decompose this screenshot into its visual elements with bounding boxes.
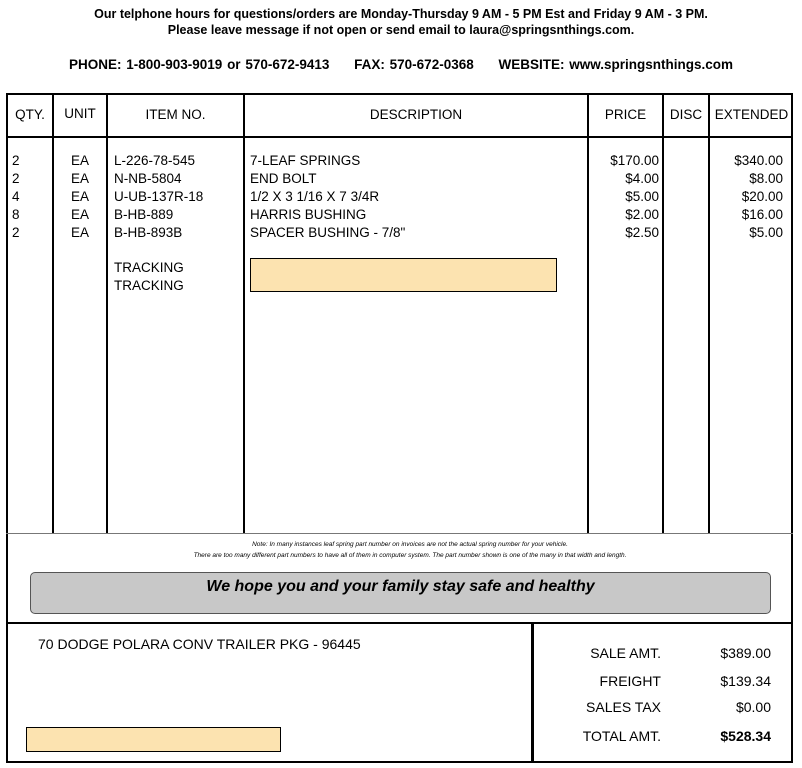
cell-qty: 2 (12, 225, 20, 240)
cell-qty: 2 (12, 153, 20, 168)
col-header-disc: DISC (669, 107, 703, 122)
cell-item: L-226-78-545 (114, 153, 196, 168)
note-line-1: Note: In many instances leaf spring part number on invoices are not the actual spring number for your vehicle. (252, 541, 568, 548)
cell-description: END BOLT (250, 171, 317, 186)
cell-description: 1/2 X 3 1/16 X 7 3/4R (250, 189, 380, 204)
table-row (0, 206, 802, 224)
col-header-qty: QTY. (15, 107, 45, 122)
freight-value: $139.34 (720, 673, 771, 689)
cell-unit: EA (70, 225, 89, 240)
cell-item: N-NB-5804 (114, 171, 182, 186)
tracking-label-1: TRACKING (114, 260, 184, 275)
table-row (0, 152, 802, 170)
message-text: Please leave message if not open or send email to laura@springsnthings.com. (167, 23, 635, 37)
cell-extended: $20.00 (741, 189, 783, 204)
note-line-2: There are too many different part numbers to have all of them in computer system. The part number shown is one of the many in that width and length. (193, 552, 627, 559)
cell-unit: EA (70, 153, 89, 168)
sales-tax-value: $0.00 (735, 699, 771, 715)
cell-qty: 2 (12, 171, 20, 186)
cell-unit: EA (70, 207, 89, 222)
cell-description: HARRIS BUSHING (250, 207, 367, 222)
sales-tax-label: SALES TAX (586, 699, 661, 715)
total-amount-label: TOTAL AMT. (582, 728, 661, 744)
col-header-price: PRICE (604, 107, 647, 122)
col-header-unit: UNIT (64, 106, 96, 121)
cell-qty: 8 (12, 207, 20, 222)
cell-price: $5.00 (625, 189, 659, 204)
vehicle-description: 70 DODGE POLARA CONV TRAILER PKG - 96445 (38, 636, 361, 652)
vehicle-highlight-box (26, 727, 281, 752)
cell-unit: EA (70, 171, 89, 186)
sale-amount-label: SALE AMT. (590, 645, 661, 661)
cell-price: $170.00 (610, 153, 659, 168)
cell-extended: $340.00 (734, 153, 783, 168)
cell-price: $2.50 (625, 225, 659, 240)
website-text: WEBSITE: www.springsnthings.com (498, 57, 734, 72)
line-items (0, 152, 802, 242)
contact-line (0, 57, 802, 72)
cell-extended: $16.00 (741, 207, 783, 222)
freight-label: FREIGHT (599, 673, 661, 689)
cell-item: B-HB-889 (114, 207, 174, 222)
cell-description: SPACER BUSHING - 7/8" (250, 225, 406, 240)
tracking-highlight-box (250, 258, 557, 292)
phone-text: PHONE: 1-800-903-9019 or 570-672-9413 (68, 57, 330, 72)
cell-item: U-UB-137R-18 (114, 189, 204, 204)
tracking-label-2: TRACKING (114, 278, 184, 293)
table-row (0, 224, 802, 242)
cell-unit: EA (70, 189, 89, 204)
cell-qty: 4 (12, 189, 20, 204)
cell-extended: $5.00 (749, 225, 783, 240)
cell-item: B-HB-893B (114, 225, 183, 240)
col-header-item: ITEM NO. (145, 107, 206, 122)
safety-banner: We hope you and your family stay safe and healthy (30, 572, 771, 614)
col-header-description: DESCRIPTION (369, 107, 463, 122)
cell-extended: $8.00 (749, 171, 783, 186)
table-row (0, 188, 802, 206)
fax-text: FAX: 570-672-0368 (354, 57, 474, 72)
hours-text: Our telphone hours for questions/orders are Monday-Thursday 9 AM - 5 PM Est and Friday 9 AM - 3 PM. (94, 7, 708, 21)
cell-description: 7-LEAF SPRINGS (250, 153, 361, 168)
table-bottom-divider (6, 533, 793, 534)
total-amount-value: $528.34 (720, 728, 771, 744)
summary-divider (531, 622, 534, 763)
table-row (0, 170, 802, 188)
col-header-extended: EXTENDED (714, 107, 789, 122)
cell-price: $2.00 (625, 207, 659, 222)
footer-divider (6, 622, 793, 624)
sale-amount-value: $389.00 (720, 645, 771, 661)
header-divider (6, 136, 793, 138)
cell-price: $4.00 (625, 171, 659, 186)
